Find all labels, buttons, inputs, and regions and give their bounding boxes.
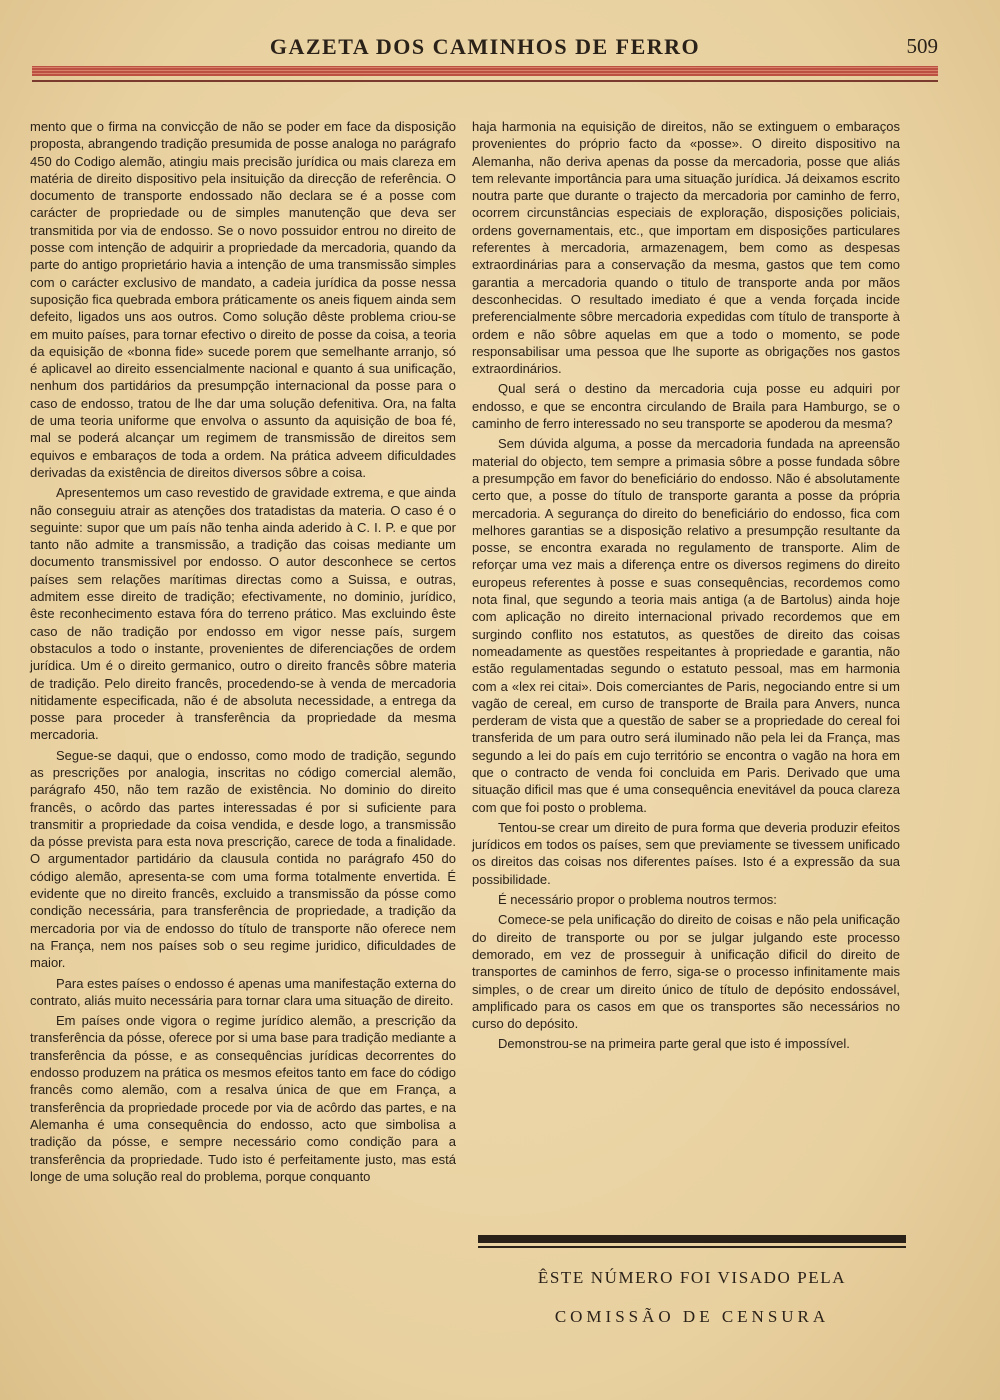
paragraph: Demonstrou-se na primeira parte geral que isto é impossível. [498, 1036, 850, 1052]
paragraph: Para estes países o endosso é apenas uma manifestação externa do contrato, aliás muito necessária para tornar clara uma situação de direito. [30, 975, 456, 1008]
header-red-rule [32, 66, 938, 76]
header-thin-rule [32, 80, 938, 82]
paragraph: mento que o firma na convicção de não se poder em face da disposição proposta, abrangendo tradição presumida de posse analoga no parágrafo 450 do Codigo alemão, atingiu mais precisão jurídica ou mais clareza em matéria de direito dispositivo pela insituição da direcção de referência. O documento de transporte endossado não declara se é a posse com carácter de propriedade ou de simples manutenção que deva ser transmitida por via de endosso. Se o novo possuidor entrou no direito de posse com intenção de adquirir a propriedade da mercadoria, quando da parte do antigo proprietário havia a intenção de uma transmissão simples com o carácter exclusivo de mandato, a cadeia jurídica da posse nessa suposição fica quebrada embora práticamente os aneis fiquem ainda sem defeito, ligados uns aos outros. Como solução dêste problema criou-se em muito países, para tornar efectivo o direito de posse da coisa, a teoria da equisição de «bonna fide» sucede porem que semelhante arranjo, só é aplicavel ao direito essencialmente nacional e quanto á sua unificação, nenhum dos partidários da presumpção internacional da posse para o caso de endosso, tratou de lhe dar uma solução defenitiva. Ora, na falta de uma teoria uniforme que envolva o assunto da aquisição de boa fé, mal se poderá alcançar um regimem de transmissão de direitos sem equivos e embaraços de toda a ordem. Na prática adveem dificuldades derivadas da existência de direitos diversos sôbre a coisa. [30, 119, 456, 480]
right-column [472, 118, 900, 1053]
paragraph: haja harmonia na equisição de direitos, não se extinguem o embaraços provenientes do próprio facto da «posse». O direito dispositivo na Alemanha, não deriva apenas da posse da mercadoria, posse que aliás tem relevante importância para uma situação jurídica. Já deixamos escrito noutra parte que durante o trajecto da mercadoria por caminho de ferro, ocorrem circunstâncias especiais de exploração, disposições policiais, ordens governamentais, etc., que importam em disposições particulares referentes à mercadoria, armazenagem, bem como as despesas extraordinárias para a conservação da mesma, gastos que tem como garantia a mercadoria quando o titulo de transporte anda por mãos desconhecidas. O resultado imediato é que a venda forçada incide preferencialmente sôbre mercadoria expedidas com título de transporte à ordem e não sôbre aquelas em que a todo o momento, se pode responsabilisar uma pessoa que lhe suporte as obrigações nos gastos extraordinários. [472, 119, 900, 377]
publication-title: GAZETA DOS CAMINHOS DE FERRO [269, 34, 701, 59]
paragraph: Em países onde vigora o regime jurídico alemão, a prescrição da transferência da pósse, oferece por si uma base para tradição mediante a transferência da pósse, e as consequências jurídicas decorrentes do endosso produzem na prática os mesmos efeitos tanto em face do código francês como alemão, com a resalva única de que em França, a transferência da propriedade procede por via de acôrdo das partes, e na Alemanha é uma consequência do endosso, acto que simbolisa a tradição da pósse, e sempre necessário como condição para a transferência da propriedade. Tudo isto é perfeitamente justo, mas está longe de uma solução real do problema, porque conquanto [30, 1013, 456, 1184]
paragraph: Sem dúvida alguma, a posse da mercadoria fundada na apreensão material do objecto, tem sempre a primasia sôbre a posse fundada sôbre a presumpção em favor do beneficiário do endosso. Não é absolutamente certo que, a posse do título de transporte garanta a posse da própria mercadoria. A segurança do direito do beneficiário do endosso, fica com melhores garantias se a disposição relativo a presumpção resultante da posse, se encontra exarada no regulamento de transporte. Alim de reforçar uma vez mais a diferença entre os diversos regimens do direito europeus referentes à posse e suas consequências, recordemos como nota final, que segundo a teoria mais antiga (a de Bartolus) ainda hoje com aplicação no direito internacional privado recordemos que em surgindo conflito nos estatutos, as questões de direito das coisas nomeadamente as questões respeitantes à propriedade e garantia, não estão regulamentadas segundo o estatuto pessoal, mas em harmonia com a «lex rei citai». Dois comerciantes de Paris, negociando entre si um vagão de cereal, em curso de transporte de Braila para Anvers, nunca perderam de vista que a questão de saber se a propriedade do cereal foi transferida de um para outro será iluminado não pela lei da França, mas segundo a lei do país em cujo território se encontra o vagão na hora em que o contracto de venda foi concluida em Paris. Derivado que uma situação dificil mas que é uma consequência enevitável da pouca clareza com que foi posto o problema. [472, 436, 900, 815]
notice-thick-rule [478, 1235, 906, 1243]
paragraph: Apresentemos um caso revestido de gravidade extrema, e que ainda não conseguiu atrair as atenções dos tratadistas da materia. O caso é o seguinte: supor que um país não tenha ainda aderido à C. I. P. e que por tanto não admite a transmissão, a tradição das coisas mediante um documento transmissivel por endosso. O autor desconhece se certos países sem relações marítimas directas como a Suissa, e outras, admitem esse direito de tradição; efectivamente, no dominio, jurídico, êste reconhecimento estava fóra do terreno prático. Mas excluindo êste caso de não tradição por endosso em vigor nesse país, surgem obstaculos a todo o instante, provenientes de diferenciações de ordem jurídica. Um é o direito germanico, outro o direito francês sôbre materia de tradição. Pelo direito francês, procedendo-se à venda de mercadoria nitidamente especificada, não é de absoluta necessidade, a entrega da posse para proceder à transferência da propriedade da mesma mercadoria. [30, 485, 456, 743]
paragraph: Tentou-se crear um direito de pura forma que deveria produzir efeitos jurídicos em todos os países, sem que previamente se tivessem unificado os direitos das coisas nos diferentes países. Isto é a expressão da sua possibilidade. [472, 819, 900, 887]
paragraph: Comece-se pela unificação do direito de coisas e não pela unificação do direito de transporte ou por se julgar julgando este processo demorado, em vez de prosseguir à unificação dificil do direito de transportes de caminhos de ferro, siga-se o processo infinitamente mais simples, o de crear um direito único de título de depósito endossável, amplificado para os casos em que os transportes são necessários no curso do depósito. [472, 912, 900, 1032]
page-number: 509 [906, 34, 938, 58]
notice-thin-rule [478, 1246, 906, 1248]
left-column [30, 118, 456, 1185]
page-header [32, 30, 938, 70]
censorship-notice-line2: COMISSÃO DE CENSURA [554, 1307, 830, 1326]
censorship-notice-line1: ÊSTE NÚMERO FOI VISADO PELA [537, 1268, 847, 1287]
paragraph: É necessário propor o problema noutros termos: [498, 892, 777, 908]
paragraph: Segue-se daqui, que o endosso, como modo de tradição, segundo as prescrições por analogia, inscritas no código comercial alemão, parágrafo 450, não tem razão de existência. No dominio do direito francês, o acôrdo das partes interessadas é por si suficiente para transmitir a propriedade da coisa vendida, e desde logo, a transmissão da pósse prevista para esta nova prescrição, carece de toda a finalidade. O argumentador partidário da clausula contida no parágrafo 450 do código alemão, apresenta-se com uma forma totalmente envertida. É evidente que no direito francês, excluido a transmissão da pósse como condição necessária, para transferência de propriedade, a tradição da mercadoria por via de endosso do título de transporte não oferece nem na França, nem nos países sob o seu regime juridico, dificuldades de maior. [30, 747, 456, 971]
paragraph: Qual será o destino da mercadoria cuja posse eu adquiri por endosso, e que se encontra circulando de Braila para Hamburgo, se o caminho de ferro interessado no seu transporte se apoderou da mesma? [472, 381, 900, 432]
